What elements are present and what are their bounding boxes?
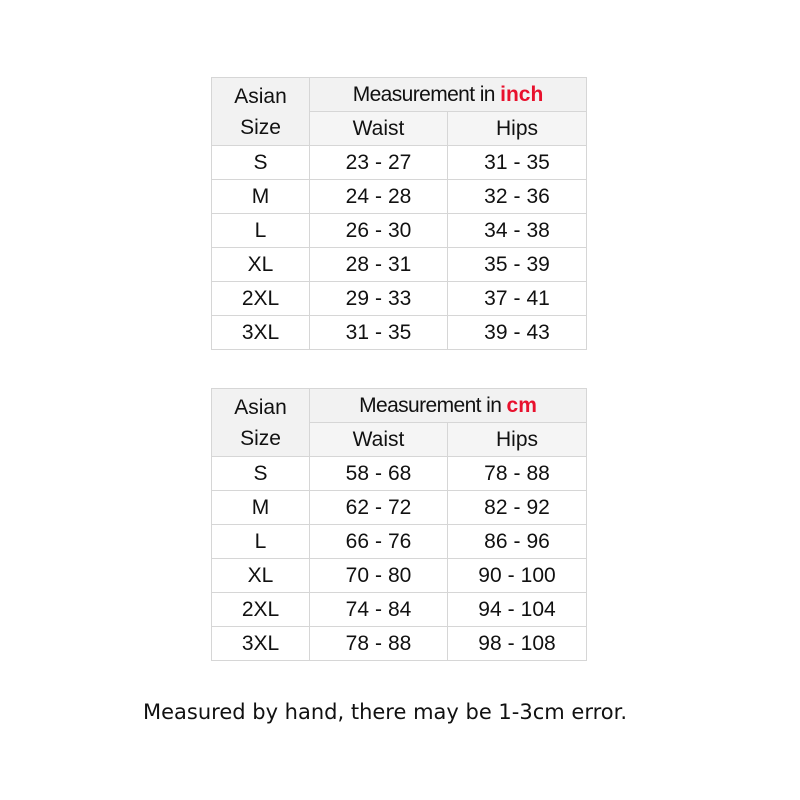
hips-min: 78 [484,461,508,485]
waist-min: 74 [345,597,369,621]
waist-min: 31 [345,320,369,344]
hips-min: 32 [484,184,508,208]
hips-range-cell [448,491,587,525]
waist-range-cell [310,627,448,661]
hips-range-cell [448,316,587,350]
size-cell: L [212,214,310,248]
hips-min: 90 [478,563,502,587]
measurement-note: Measured by hand, there may be 1-3cm error. [142,700,627,724]
range-separator: - [375,286,382,310]
hips-range-cell [448,593,587,627]
waist-min: 62 [345,495,369,519]
size-cell: S [212,146,310,180]
hips-header: Hips [448,112,587,146]
range-separator: - [513,461,521,485]
hips-header: Hips [448,423,587,457]
waist-range-cell [310,559,448,593]
size-chart-inch [211,77,587,350]
hips-range-cell [448,146,587,180]
table-row [212,214,587,248]
hips-max: 92 [526,495,550,519]
waist-max: 31 [388,252,412,276]
hips-max: 35 [526,150,550,174]
waist-range-cell [310,593,448,627]
size-cell: L [212,525,310,559]
waist-max: 72 [388,495,412,519]
size-cell: M [212,491,310,525]
range-separator: - [507,597,515,621]
size-cell: XL [212,248,310,282]
hips-range-cell [448,457,587,491]
waist-min: 70 [345,563,369,587]
range-separator: - [513,286,521,310]
hips-min: 94 [478,597,502,621]
waist-min: 29 [345,286,369,310]
range-separator: - [375,563,382,587]
range-separator: - [513,252,521,276]
hips-min: 35 [484,252,508,276]
hips-min: 31 [484,150,508,174]
waist-max: 30 [388,218,412,242]
asian-size-header-line2: Size [240,115,281,139]
waist-min: 26 [345,218,369,242]
hips-max: 38 [526,218,550,242]
hips-range-cell [448,180,587,214]
table-row [212,248,587,282]
waist-max: 33 [388,286,412,310]
range-separator: - [375,150,382,174]
hips-range-cell [448,248,587,282]
table-row [212,491,587,525]
asian-size-header [212,78,310,146]
waist-range-cell [310,248,448,282]
size-cell: 3XL [212,316,310,350]
waist-min: 58 [345,461,369,485]
table-row [212,593,587,627]
range-separator: - [513,218,521,242]
table-row [212,525,587,559]
hips-min: 82 [484,495,508,519]
measurement-header [310,389,587,423]
range-separator: - [375,320,382,344]
hips-min: 39 [484,320,508,344]
waist-max: 84 [388,597,412,621]
waist-range-cell [310,180,448,214]
range-separator: - [375,597,382,621]
hips-range-cell [448,525,587,559]
hips-min: 86 [484,529,508,553]
hips-max: 43 [526,320,550,344]
asian-size-header-line2: Size [240,426,281,450]
measurement-prefix: Measurement in [352,82,495,106]
range-separator: - [375,461,382,485]
waist-max: 68 [388,461,412,485]
asian-size-header [212,389,310,457]
size-chart-cm [211,388,587,661]
table-row [212,627,587,661]
range-separator: - [513,495,521,519]
hips-range-cell [448,214,587,248]
asian-size-header-line1: Asian [234,84,287,108]
waist-max: 88 [388,631,412,655]
range-separator: - [375,495,382,519]
waist-range-cell [310,457,448,491]
waist-range-cell [310,282,448,316]
hips-max: 96 [526,529,550,553]
unit-label: cm [506,393,537,417]
measurement-prefix: Measurement in [359,393,502,417]
size-rows [212,146,587,350]
range-separator: - [513,150,521,174]
hips-max: 39 [526,252,550,276]
hips-range-cell [448,559,587,593]
waist-header: Waist [310,423,448,457]
hips-range-cell [448,282,587,316]
range-separator: - [513,184,521,208]
measurement-header [310,78,587,112]
hips-range-cell [448,627,587,661]
waist-range-cell [310,214,448,248]
waist-max: 27 [388,150,412,174]
size-cell: M [212,180,310,214]
waist-range-cell [310,491,448,525]
range-separator: - [375,218,382,242]
waist-min: 24 [345,184,369,208]
waist-range-cell [310,146,448,180]
asian-size-header-line1: Asian [234,395,287,419]
table-row [212,146,587,180]
range-separator: - [513,529,521,553]
hips-max: 41 [526,286,550,310]
hips-min: 37 [484,286,508,310]
waist-min: 78 [345,631,369,655]
range-separator: - [375,252,382,276]
range-separator: - [513,320,521,344]
table-row [212,316,587,350]
table-row [212,282,587,316]
hips-max: 108 [520,631,556,655]
size-cell: S [212,457,310,491]
waist-min: 66 [345,529,369,553]
waist-max: 35 [388,320,412,344]
range-separator: - [375,184,382,208]
waist-header: Waist [310,112,448,146]
waist-max: 80 [388,563,412,587]
hips-max: 104 [520,597,556,621]
waist-min: 28 [345,252,369,276]
range-separator: - [375,631,382,655]
waist-range-cell [310,316,448,350]
size-cell: 2XL [212,593,310,627]
range-separator: - [507,631,515,655]
size-rows [212,457,587,661]
table-row [212,180,587,214]
hips-max: 100 [520,563,556,587]
hips-max: 88 [526,461,550,485]
waist-max: 28 [388,184,412,208]
size-cell: 2XL [212,282,310,316]
table-row [212,559,587,593]
waist-range-cell [310,525,448,559]
size-cell: 3XL [212,627,310,661]
size-cell: XL [212,559,310,593]
hips-max: 36 [526,184,550,208]
hips-min: 98 [478,631,502,655]
unit-label: inch [500,82,544,106]
range-separator: - [507,563,515,587]
range-separator: - [375,529,382,553]
waist-max: 76 [388,529,412,553]
table-row [212,457,587,491]
hips-min: 34 [484,218,508,242]
waist-min: 23 [345,150,369,174]
